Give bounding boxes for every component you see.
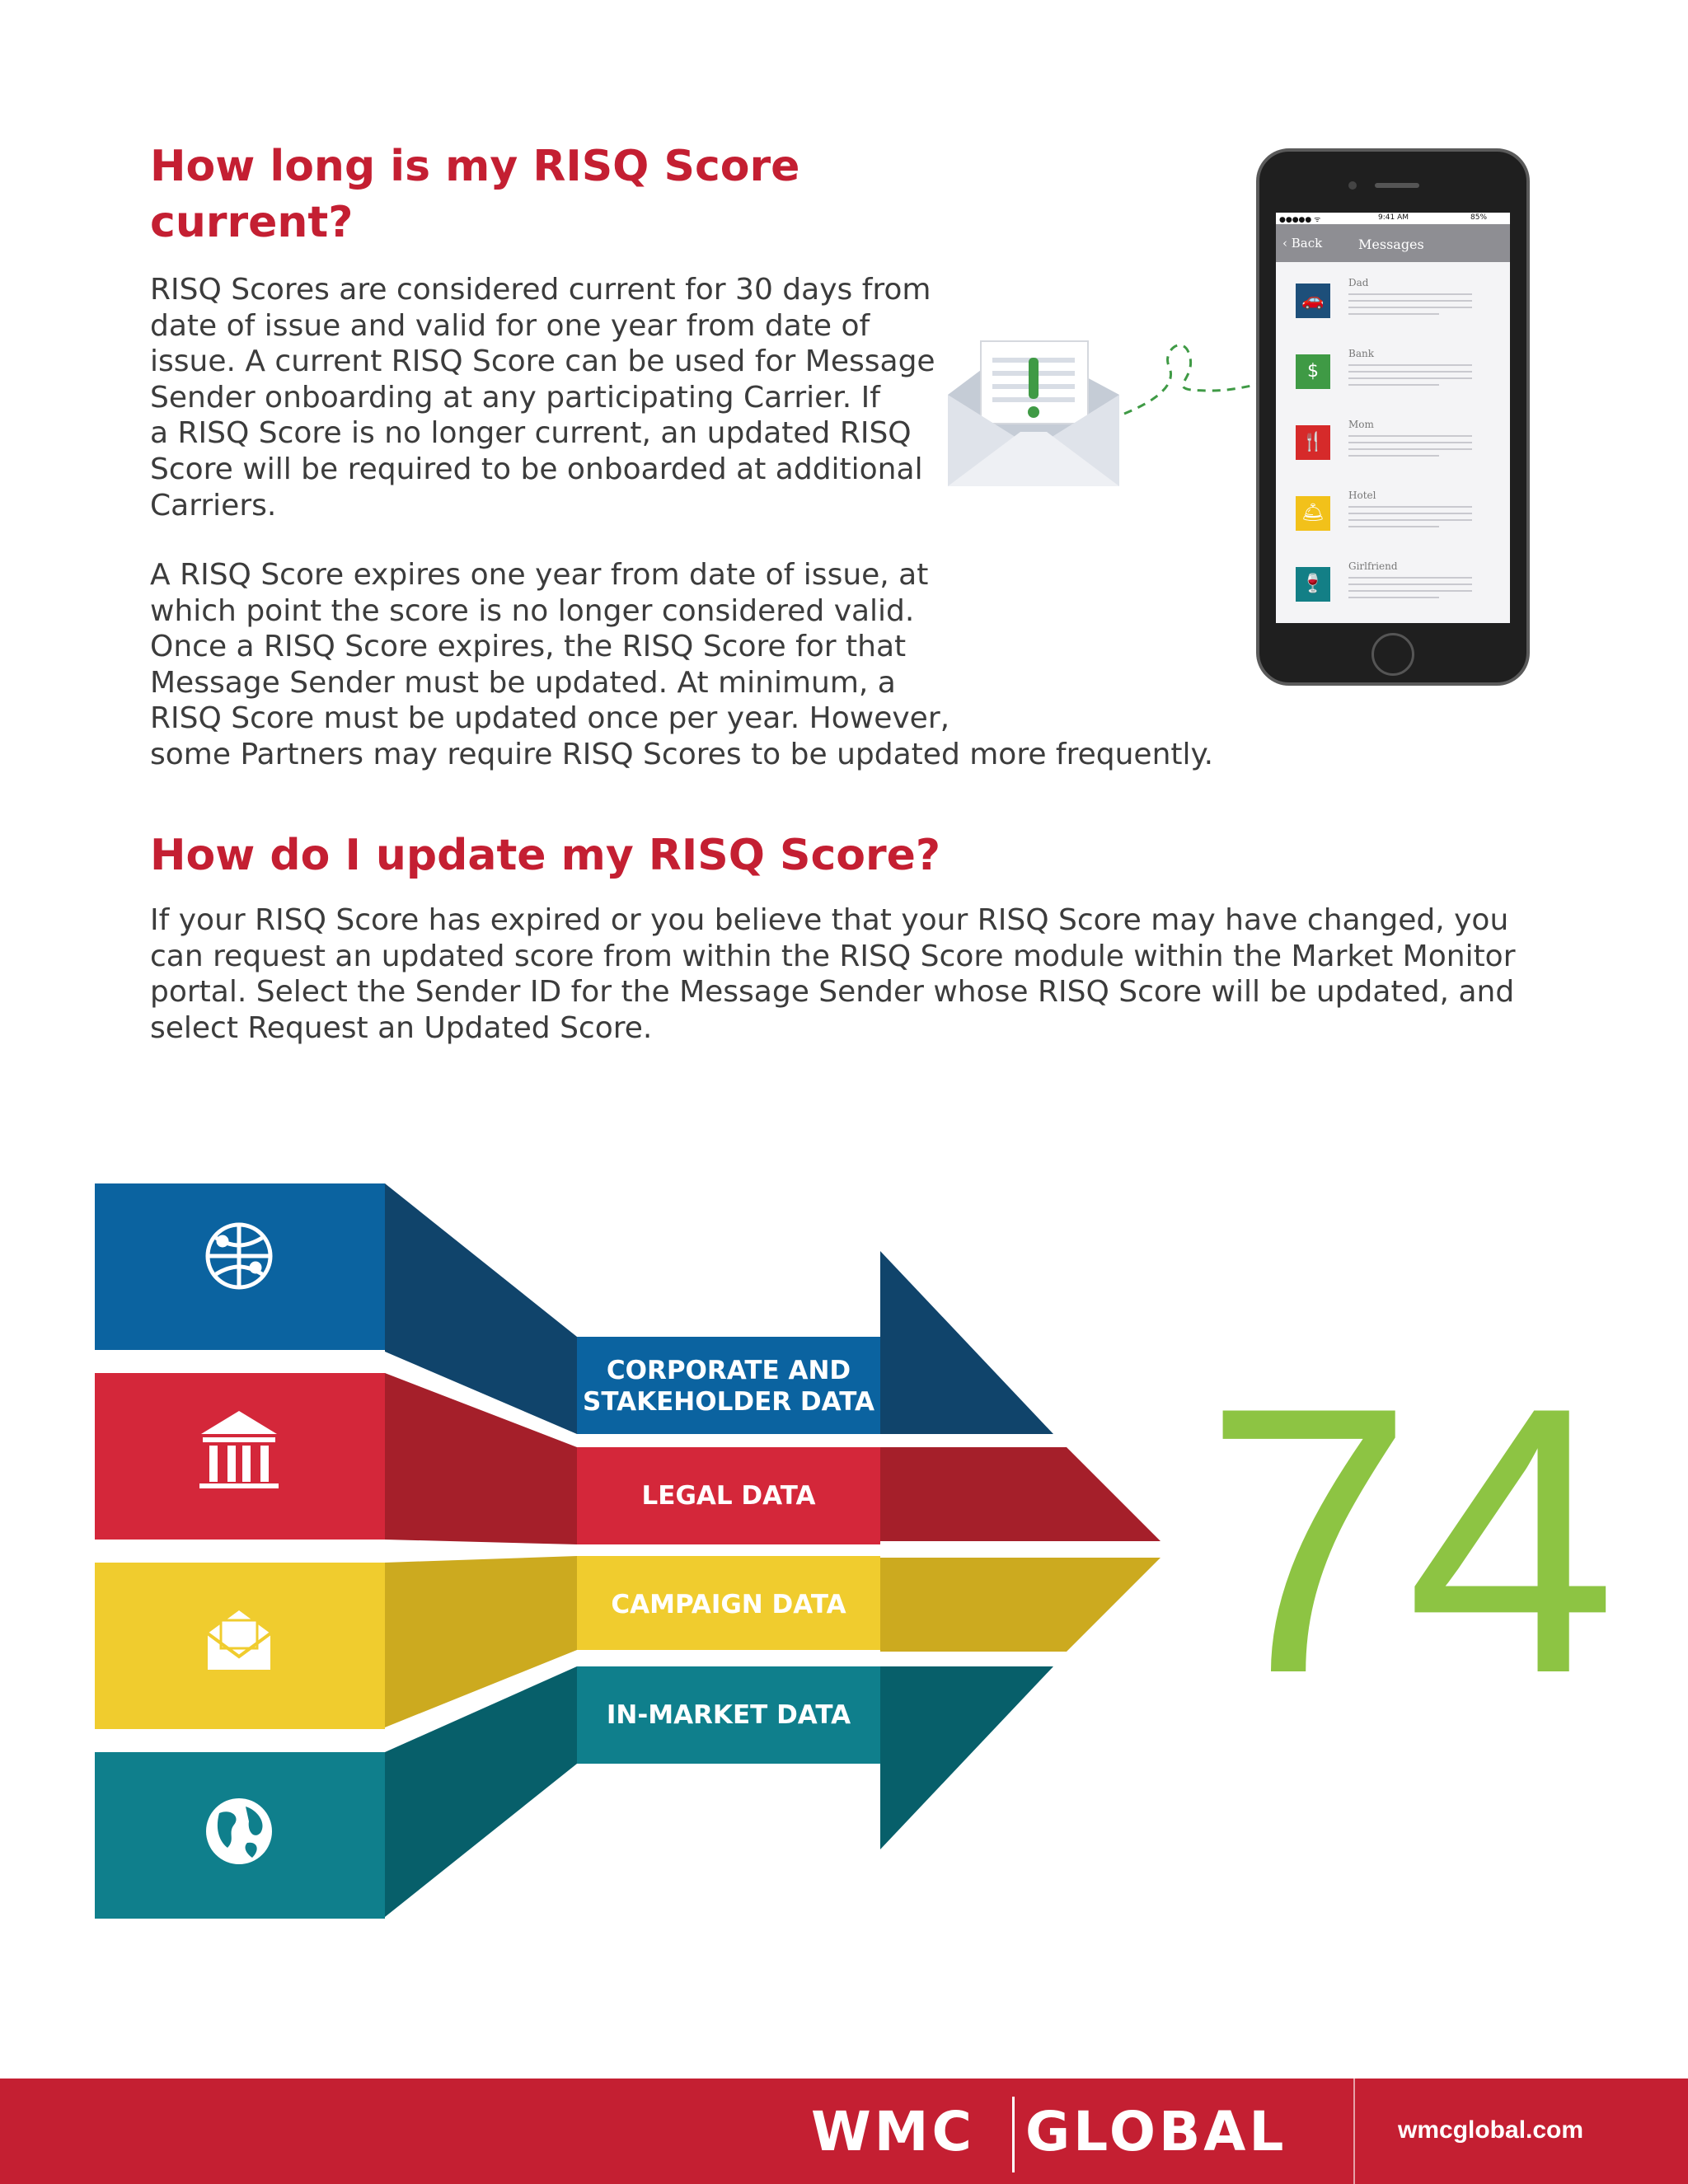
message-preview-line <box>1348 455 1439 457</box>
message-item[interactable] <box>1276 549 1510 620</box>
legal-band <box>95 1373 385 1540</box>
globe-network-icon <box>208 1225 270 1287</box>
utensils-icon: 🍴 <box>1296 425 1330 460</box>
message-item[interactable] <box>1276 336 1510 407</box>
message-item[interactable] <box>1276 478 1510 549</box>
arrowhead-lower-middle <box>880 1558 1160 1652</box>
world-map-icon <box>206 1798 272 1864</box>
message-preview-line <box>1348 384 1439 386</box>
risq-score-value: 74 <box>1203 1329 1609 1752</box>
logo-divider <box>1012 2097 1015 2172</box>
dollar-icon: $ <box>1296 354 1330 389</box>
exclamation-icon <box>1029 358 1039 399</box>
message-preview-line <box>1348 300 1472 302</box>
message-sender-name: Girlfriend <box>1348 560 1398 572</box>
corporate-stakeholder-label <box>577 1355 880 1418</box>
smartphone-illustration <box>1256 148 1530 686</box>
car-icon: 🚗 <box>1296 284 1330 318</box>
signal-indicator: ●●●●● ᯤ <box>1279 216 1321 224</box>
message-preview-line <box>1348 526 1439 527</box>
back-button[interactable]: ‹ Back <box>1282 236 1323 251</box>
footer-bar <box>0 2079 1688 2184</box>
corporate-label-line1: CORPORATE AND <box>606 1356 851 1385</box>
service-bell-icon: 🛎 <box>1296 496 1330 531</box>
arrowhead-upper-middle <box>880 1447 1160 1541</box>
message-item[interactable] <box>1276 265 1510 336</box>
message-preview-line <box>1348 364 1472 366</box>
message-preview-line <box>1348 293 1472 295</box>
message-sender-name: Hotel <box>1348 490 1376 501</box>
arrowhead-top <box>880 1251 1053 1434</box>
status-time: 9:41 AM <box>1378 213 1409 222</box>
logo-global: GLOBAL <box>1025 2100 1287 2163</box>
message-sender-name: Bank <box>1348 348 1374 359</box>
envelope-alert-illustration <box>946 333 1309 498</box>
message-preview-line <box>1348 377 1472 379</box>
messages-nav-bar <box>1276 224 1510 262</box>
message-preview-line <box>1348 519 1472 521</box>
message-preview-line <box>1348 583 1472 585</box>
message-sender-name: Mom <box>1348 419 1374 430</box>
campaign-data-label: CAMPAIGN DATA <box>611 1590 846 1619</box>
message-preview-line <box>1348 448 1472 450</box>
phone-speaker <box>1375 183 1419 188</box>
corporate-label-line2: STAKEHOLDER DATA <box>583 1387 874 1417</box>
wine-glass-icon: 🍷 <box>1296 567 1330 602</box>
message-preview-line <box>1348 307 1472 308</box>
footer-divider <box>1353 2079 1355 2184</box>
phone-screen <box>1276 213 1510 623</box>
front-camera <box>1348 181 1357 190</box>
back-label: Back <box>1291 236 1323 251</box>
status-bar <box>1276 213 1510 224</box>
message-item[interactable] <box>1276 407 1510 478</box>
message-preview-line <box>1348 435 1472 437</box>
section-heading-current: How long is my RISQ Score current? <box>150 142 800 247</box>
website-link[interactable]: wmcglobal.com <box>1398 2116 1584 2144</box>
paragraph-update-instructions: If your RISQ Score has expired or you believe that your RISQ Score may have changed, you can request an updated score from within the RISQ Score module within the Market Monitor portal. Select the Sender ID for the Message Sender whose RISQ Score will be updated, and select Request an Updated Score. <box>150 903 1516 1045</box>
message-preview-line <box>1348 442 1472 443</box>
message-preview-line <box>1348 577 1472 579</box>
battery-level: 85% <box>1470 213 1488 222</box>
legal-data-label: LEGAL DATA <box>641 1481 816 1511</box>
arrowhead-bottom <box>880 1666 1053 1849</box>
message-preview-line <box>1348 371 1472 373</box>
message-preview-line <box>1348 506 1472 508</box>
data-flow-infographic <box>0 1154 1187 1945</box>
message-preview-line <box>1348 313 1439 315</box>
message-preview-line <box>1348 513 1472 514</box>
logo-wmc: WMC <box>811 2100 975 2163</box>
paragraph-expiration: A RISQ Score expires one year from date of issue, at which point the score is no longer considered valid. Once a RISQ Score expires, the RISQ Score for that Message Sender must be updated. At minimum, a RISQ Score must be updated once per year. However, some Partners may require RISQ Scores to be updated more frequently. <box>150 558 1214 771</box>
nav-title: Messages <box>1358 237 1424 252</box>
message-preview-line <box>1348 597 1439 598</box>
in-market-data-label: IN-MARKET DATA <box>606 1700 851 1730</box>
section-heading-update: How do I update my RISQ Score? <box>150 831 941 880</box>
paragraph-current-validity: RISQ Scores are considered current for 30 days from date of issue and valid for one year from date of issue. A current RISQ Score can be used for Message Sender onboarding at any participating Carrier. If a RISQ Score is no longer current, an updated RISQ Score will be required to be onboarded at additional Carriers. <box>150 273 935 523</box>
message-preview-line <box>1348 590 1472 592</box>
message-sender-name: Dad <box>1348 277 1369 288</box>
home-button <box>1372 633 1414 676</box>
